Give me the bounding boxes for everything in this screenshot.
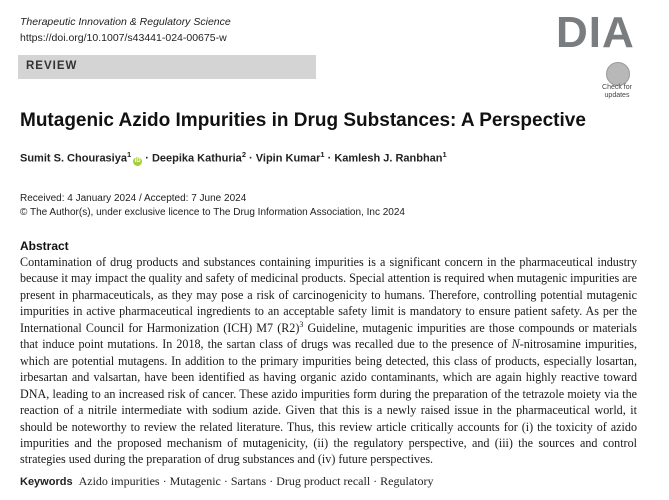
- author-affiliation: 1: [126, 150, 132, 159]
- abstract-body: [20, 254, 637, 468]
- journal-name: Therapeutic Innovation & Regulatory Science: [20, 16, 231, 28]
- section-label: REVIEW: [26, 60, 78, 72]
- article-title: Mutagenic Azido Impurities in Drug Substances: A Perspective: [20, 110, 586, 131]
- orcid-icon[interactable]: iD: [134, 157, 141, 164]
- author-name[interactable]: Kamlesh J. Ranbhan: [334, 152, 443, 165]
- badge-line-1: Check for: [602, 84, 632, 91]
- author-name[interactable]: Sumit S. Chourasiya: [20, 152, 127, 165]
- author-separator: ·: [142, 152, 152, 165]
- author-separator: ·: [324, 152, 335, 165]
- author-affiliation: 1: [442, 150, 447, 159]
- check-for-updates-icon: [606, 62, 630, 86]
- author-affiliation: 2: [241, 150, 246, 159]
- author-name[interactable]: Vipin Kumar: [255, 152, 321, 165]
- keywords: [20, 474, 433, 489]
- dia-logo: DIA: [556, 8, 635, 57]
- abstract-text-2: Guideline, mutagenic impurities are those compounds or materials that induce point mutations. In 2018, the sartan class of drugs was recalled due to the presence of: [20, 320, 638, 352]
- abstract-text-1: Contamination of drug products and substances containing impurities is a significant concern in the pharmaceutical industry because it may impact the quality and safety of medicinal products. Special attention is required when mutagenic impurities are present in pharmaceuticals, as they may pose a risk of carcinogenicity to humans. Therefore, controlling potential mutagenic impurities in active pharmaceutical ingredients to an acceptable safety limit is mandatory to ensure patient safety. As per the International Council for Harmonization (ICH) M7 (R2): [20, 255, 637, 335]
- author-list: [20, 150, 447, 166]
- author-name[interactable]: Deepika Kathuria: [151, 152, 242, 165]
- keywords-label: Keywords: [20, 476, 73, 488]
- badge-line-2: updates: [604, 92, 630, 99]
- keywords-values: Azido impurities · Mutagenic · Sartans · Drug product recall · Regulatory: [78, 474, 434, 488]
- check-for-updates-badge[interactable]: [598, 62, 636, 100]
- copyright-notice: © The Author(s), under exclusive licence to The Drug Information Association, Inc 2024: [20, 207, 405, 218]
- citation-ref[interactable]: 3: [299, 319, 304, 329]
- received-accepted-dates: Received: 4 January 2024 / Accepted: 7 June 2024: [20, 193, 247, 204]
- doi-link[interactable]: https://doi.org/10.1007/s43441-024-00675-w: [20, 32, 227, 44]
- author-affiliation: 1: [320, 150, 325, 159]
- abstract-italic-n: N: [511, 337, 520, 352]
- abstract-text-3: -nitrosamine impurities, which are potential mutagens. In addition to the primary impurities being detected, this class of products, especially losartan, irbesartan and valsartan, have been identified as having organic azido contaminants, which are again highly reactive toward DNA, leading to an increased risk of cancer. These azido impurities form during the preparation of the tetrazole moiety via the reaction of a nitrile intermediate with sodium azide. Given that this is a newly raised issue in the pharmaceutical world, it should be noteworthy to review the related literature. Thus, this review article critically accounts for (i) the toxicity of azido impurities and the proposed mechanism of mutagenicity, (ii) the regulatory perspective, and (iii) the sources and control strategies used during the preparation of drug substances and (iv) future perspectives.: [20, 337, 637, 467]
- author-separator: ·: [245, 152, 256, 165]
- abstract-heading: Abstract: [20, 239, 69, 253]
